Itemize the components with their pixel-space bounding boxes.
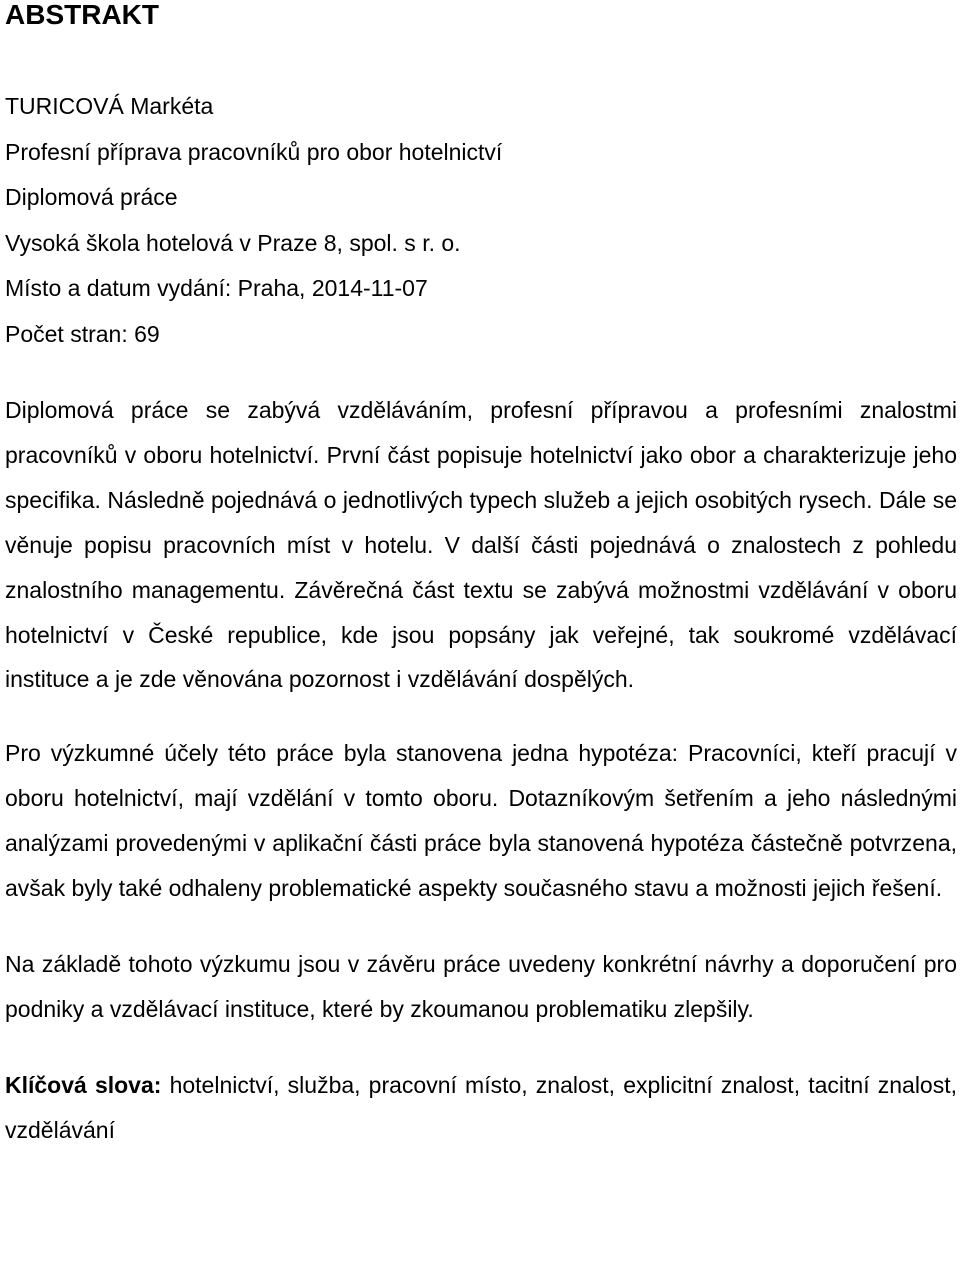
thesis-type: Diplomová práce	[5, 184, 178, 210]
keywords-text: hotelnictví, služba, pracovní místo, znalost, explicitní znalost, tacitní znalost, vzdělávání	[5, 1071, 957, 1143]
place-and-date: Místo a datum vydání: Praha, 2014-11-07	[5, 275, 428, 301]
institution: Vysoká škola hotelová v Praze 8, spol. s r. o.	[5, 229, 461, 256]
keywords-label: Klíčová slova:	[5, 1071, 162, 1098]
abstract-paragraph-1: Diplomová práce se zabývá vzděláváním, profesní přípravou a profesními znalostmi pracovníků v oboru hotelnictví. První část popisuje hotelnictví jako obor a charakterizuje jeho specifika. Následně pojednává o jednotlivých typech služeb a jejich osobitých rysech. Dále se věnuje popisu pracovních míst v hotelu. V další části pojednává o znalostech z pohledu znalostního managementu. Závěrečná část textu se zabývá možnostmi vzdělávání v oboru hotelnictví v České republice, kde jsou popsány jak veřejné, tak soukromé vzdělávací instituce a je zde věnována pozornost i vzdělávání dospělých.	[5, 397, 957, 693]
keywords	[5, 1063, 957, 1153]
abstract-paragraph-3: Na základě tohoto výzkumu jsou v závěru práce uvedeny konkrétní návrhy a doporučení pro podniky a vzdělávací instituce, které by zkoumanou problematiku zlepšily.	[5, 950, 957, 1022]
page-title: ABSTRAKT	[5, 0, 159, 30]
thesis-title: Profesní příprava pracovníků pro obor hotelnictví	[5, 138, 503, 165]
page-count: Počet stran: 69	[5, 320, 160, 347]
thesis-metadata	[5, 93, 957, 366]
author-name: TURICOVÁ Markéta	[5, 93, 214, 119]
abstract-paragraph-2: Pro výzkumné účely této práce byla stanovena jedna hypotéza: Pracovníci, kteří pracují v oboru hotelnictví, mají vzdělání v tomto oboru. Dotazníkovým šetřením a jeho následnými analýzami provedenými v aplikační části práce byla stanovená hypotéza částečně potvrzena, avšak byly také odhaleny problematické aspekty současného stavu a možnosti jejich řešení.	[5, 740, 957, 902]
abstract-page	[5, 0, 957, 1153]
